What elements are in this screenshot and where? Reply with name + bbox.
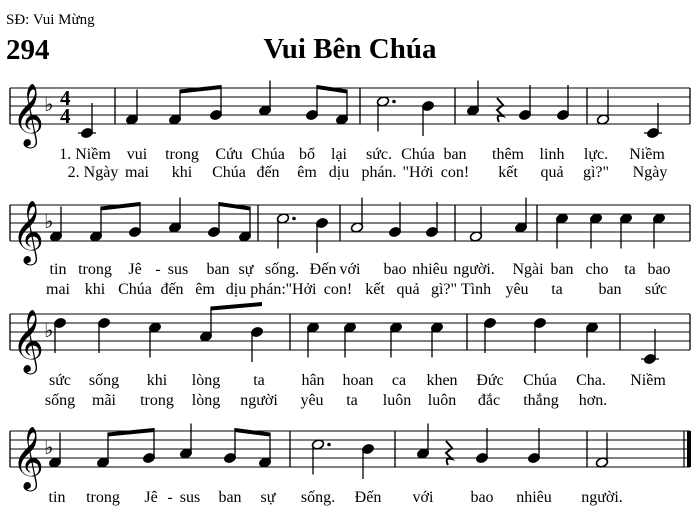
lyric-syllable: "Hởi bbox=[285, 281, 317, 298]
lyric-syllable: nhiêu bbox=[412, 261, 448, 278]
lyric-syllable: ta bbox=[346, 392, 358, 409]
lyric-syllable: khi bbox=[84, 281, 106, 298]
time-signature-top: 4 bbox=[60, 86, 71, 110]
lyric-syllable: khen bbox=[426, 372, 458, 389]
lyric-syllable: ta bbox=[253, 372, 265, 389]
beam bbox=[235, 428, 270, 437]
lyric-syllable: Cứu bbox=[215, 146, 243, 163]
lyric-syllable: sống bbox=[88, 372, 120, 389]
lyric-syllable: khi bbox=[146, 372, 168, 389]
lyric-syllable: hoan bbox=[342, 372, 374, 389]
lyric-syllable: êm bbox=[195, 281, 215, 298]
lyric-syllable: con! bbox=[440, 164, 470, 181]
lyric-syllable: - bbox=[155, 261, 161, 278]
lyric-syllable: 2. Ngày bbox=[67, 164, 119, 181]
beam bbox=[108, 428, 154, 437]
lyric-syllable: gì?" bbox=[582, 164, 610, 181]
lyric-syllable: vui bbox=[126, 146, 148, 163]
lyric-syllable: yêu bbox=[505, 281, 529, 298]
lyric-syllable: cho bbox=[585, 261, 609, 278]
lyric-syllable: với bbox=[412, 489, 434, 506]
lyric-syllable: Chúa bbox=[118, 281, 152, 298]
lyric-syllable: yêu bbox=[300, 392, 324, 409]
lyric-syllable: sus bbox=[179, 489, 201, 506]
treble-clef: 𝄞 bbox=[12, 200, 44, 263]
lyric-syllable: ban bbox=[550, 261, 574, 278]
lyric-syllable: Ngài bbox=[512, 261, 544, 278]
lyric-syllable: bao bbox=[647, 261, 671, 278]
key-signature-flat: ♭ bbox=[44, 209, 54, 233]
lyric-syllable: với bbox=[339, 261, 361, 278]
lyric-syllable: sức. bbox=[366, 146, 392, 163]
lyric-syllable: tin bbox=[48, 489, 66, 506]
quarter-rest bbox=[446, 441, 452, 465]
key-signature-flat: ♭ bbox=[44, 318, 54, 342]
lyric-syllable: luôn bbox=[382, 392, 412, 409]
lyric-syllable: dịu bbox=[328, 164, 350, 181]
lyric-syllable: bao bbox=[383, 261, 407, 278]
lyric-syllable: ta bbox=[551, 281, 563, 298]
lyric-syllable: 1. Niềm bbox=[59, 146, 111, 163]
lyric-syllable: quả bbox=[396, 281, 420, 298]
lyric-syllable: êm bbox=[297, 164, 317, 181]
lyric-syllable: đến bbox=[256, 164, 280, 181]
treble-clef: 𝄞 bbox=[12, 309, 44, 372]
lyric-syllable: bao bbox=[470, 489, 494, 506]
lyric-syllable: phán. bbox=[361, 164, 397, 181]
lyric-syllable: sus bbox=[167, 261, 189, 278]
lyric-syllable: đắc bbox=[477, 392, 501, 409]
lyric-syllable: Jê bbox=[144, 489, 158, 506]
lyric-syllable: "Hởi bbox=[402, 164, 434, 181]
lyric-syllable: Chúa bbox=[212, 164, 246, 181]
lyric-syllable: sức bbox=[645, 281, 667, 298]
lyric-syllable: trong bbox=[165, 146, 199, 163]
lyric-syllable: linh bbox=[539, 146, 565, 163]
hymn-title: Vui Bên Chúa bbox=[263, 33, 437, 65]
lyric-syllable: ca bbox=[391, 372, 407, 389]
note-dot bbox=[292, 217, 296, 221]
lyric-syllable: sự bbox=[238, 261, 254, 278]
lyric-syllable: dịu bbox=[225, 281, 247, 298]
lyric-syllable: tin bbox=[49, 261, 67, 278]
lyric-syllable: nhiêu bbox=[516, 489, 552, 506]
key-signature-flat: ♭ bbox=[44, 435, 54, 459]
lyric-syllable: gì?" bbox=[430, 281, 458, 298]
lyric-syllable: ban bbox=[206, 261, 230, 278]
lyric-syllable: sự bbox=[260, 489, 276, 506]
lyric-syllable: bổ bbox=[299, 146, 315, 163]
note-dot bbox=[392, 100, 396, 104]
lyric-syllable: khi bbox=[171, 164, 193, 181]
treble-clef: 𝄞 bbox=[12, 83, 44, 146]
lyric-syllable: - bbox=[167, 489, 173, 506]
lyric-syllable: ban bbox=[443, 146, 467, 163]
beam bbox=[101, 202, 140, 211]
lyric-syllable: sức bbox=[49, 372, 71, 389]
treble-clef: 𝄞 bbox=[12, 426, 44, 489]
lyric-syllable: Chúa bbox=[523, 372, 557, 389]
lyric-syllable: trong bbox=[86, 489, 120, 506]
song-meta: SĐ: Vui Mừng bbox=[6, 12, 95, 28]
lyric-syllable: Ngày bbox=[632, 164, 668, 181]
lyric-syllable: người. bbox=[453, 261, 495, 278]
note-dot bbox=[327, 443, 331, 447]
beam bbox=[180, 85, 221, 94]
lyric-syllable: Chúa bbox=[401, 146, 435, 163]
lyric-syllable: lực. bbox=[583, 146, 609, 163]
lyric-syllable: lại bbox=[331, 146, 347, 163]
lyric-syllable: trong bbox=[140, 392, 174, 409]
lyric-syllable: Tình bbox=[460, 281, 492, 298]
lyric-syllable: phán: bbox=[250, 281, 286, 298]
lyric-syllable: trong bbox=[78, 261, 112, 278]
lyric-syllable: đến bbox=[160, 281, 184, 298]
lyric-syllable: luôn bbox=[427, 392, 457, 409]
lyric-syllable: lòng bbox=[191, 372, 221, 389]
lyric-syllable: Jê bbox=[128, 261, 142, 278]
beam bbox=[211, 302, 262, 311]
lyric-syllable: thêm bbox=[492, 146, 524, 163]
lyric-syllable: mãi bbox=[92, 392, 116, 409]
lyric-syllable: lòng bbox=[191, 392, 221, 409]
lyric-syllable: kết bbox=[365, 281, 385, 298]
lyric-syllable: Đến bbox=[309, 261, 337, 278]
hymn-number: 294 bbox=[6, 34, 50, 66]
lyric-syllable: Đến bbox=[354, 489, 382, 506]
lyric-syllable: mai bbox=[125, 164, 149, 181]
lyric-syllable: Đức bbox=[476, 372, 504, 389]
lyric-syllable: kết bbox=[498, 164, 518, 181]
lyric-syllable: hơn. bbox=[578, 392, 608, 409]
lyric-syllable: ban bbox=[598, 281, 622, 298]
beam bbox=[219, 202, 250, 211]
lyric-syllable: Niềm bbox=[629, 146, 665, 163]
final-bar-thick bbox=[687, 431, 691, 467]
beam bbox=[317, 85, 347, 94]
lyric-syllable: thắng bbox=[523, 392, 559, 409]
lyric-syllable: sống. bbox=[300, 489, 336, 506]
lyric-syllable: người bbox=[240, 392, 278, 409]
lyric-syllable: người. bbox=[581, 489, 623, 506]
lyric-syllable: Chúa bbox=[251, 146, 285, 163]
lyric-syllable: ta bbox=[624, 261, 636, 278]
lyric-syllable: sống. bbox=[264, 261, 300, 278]
lyric-syllable: ban bbox=[218, 489, 242, 506]
quarter-rest bbox=[497, 98, 503, 122]
lyric-syllable: mai bbox=[46, 281, 70, 298]
lyric-syllable: sống bbox=[44, 392, 76, 409]
lyric-syllable: quả bbox=[540, 164, 564, 181]
lyric-syllable: con! bbox=[323, 281, 353, 298]
time-signature-bottom: 4 bbox=[60, 104, 71, 128]
lyric-syllable: Cha. bbox=[576, 372, 606, 389]
lyric-syllable: hân bbox=[301, 372, 325, 389]
key-signature-flat: ♭ bbox=[44, 92, 54, 116]
lyric-syllable: Niềm bbox=[630, 372, 666, 389]
